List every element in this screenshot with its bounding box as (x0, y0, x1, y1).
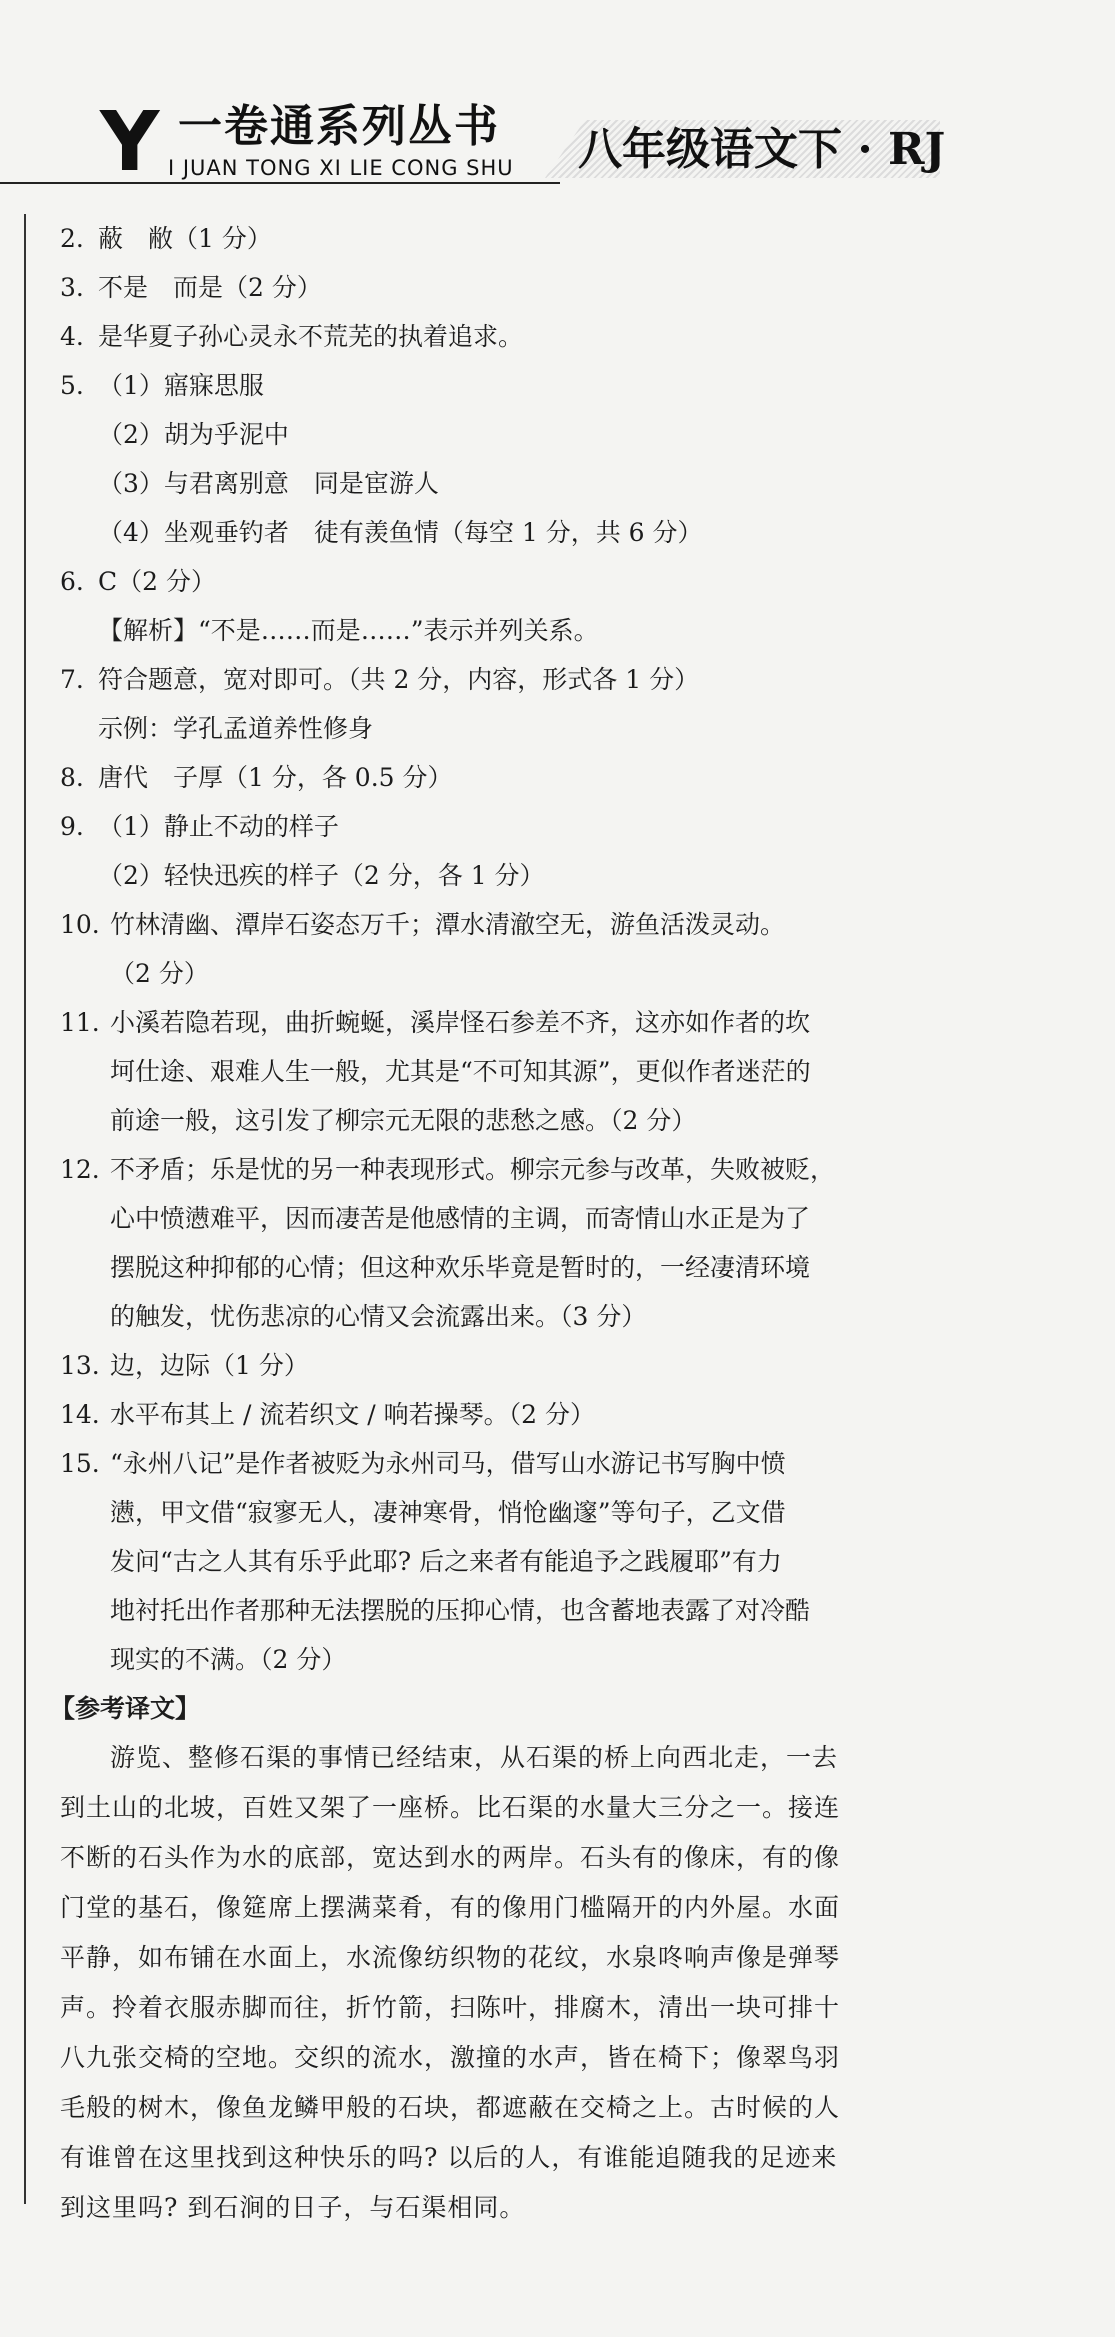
answer-14: 14. 水平布其上 / 流若织文 / 响若操琴。（2 分） (60, 1400, 595, 1429)
answer-5: 5. （1）寤寐思服 (60, 371, 264, 400)
answer-15-line: 懑，甲文借“寂寥无人，凄神寒骨，悄怆幽邃”等句子，乙文借 (110, 1498, 786, 1527)
series-logo: Y (100, 95, 160, 190)
translation-line: 八九张交椅的空地。交织的流水，激撞的水声，皆在椅下；像翠鸟羽 (60, 2043, 841, 2072)
answer-10: 10. 竹林清幽、潭岸石姿态万千；潭水清澈空无，游鱼活泼灵动。 (60, 910, 786, 939)
header-rule (0, 182, 560, 184)
answer-15: 15. “永州八记”是作者被贬为永州司马，借写山水游记书写胸中愤 (60, 1449, 786, 1478)
answer-15-line: 地衬托出作者那种无法摆脱的压抑心情，也含蓄地表露了对冷酷 (110, 1596, 811, 1625)
answer-11-line: 坷仕途、艰难人生一般，尤其是“不可知其源”，更似作者迷茫的 (110, 1057, 811, 1086)
answer-8: 8. 唐代 子厚（1 分，各 0.5 分） (60, 763, 453, 792)
answer-12: 12. 不矛盾；乐是忧的另一种表现形式。柳宗元参与改革，失败被贬， (60, 1155, 836, 1184)
translation-line: 到这里吗? 到石涧的日子，与石渠相同。 (60, 2193, 526, 2222)
answer-6-analysis: 【解析】“不是……而是……”表示并列关系。 (98, 616, 599, 645)
answer-12-line: 摆脱这种抑郁的心情；但这种欢乐毕竟是暂时的，一经凄清环境 (110, 1253, 811, 1282)
margin-rule (24, 214, 26, 2204)
answer-9: 9. （1）静止不动的样子 (60, 812, 339, 841)
page-header (0, 95, 1115, 196)
answer-11: 11. 小溪若隐若现，曲折蜿蜒，溪岸怪石参差不齐，这亦如作者的坎 (60, 1008, 811, 1037)
answer-7-example: 示例：学孔孟道养性修身 (98, 714, 374, 743)
answer-5-line: （3）与君离别意 同是宦游人 (98, 469, 439, 498)
translation-line: 平静，如布铺在水面上，水流像纺织物的花纹，水泉咚响声像是弹琴 (60, 1943, 841, 1972)
answer-5-line: （2）胡为乎泥中 (98, 420, 289, 449)
translation-body (60, 1733, 950, 2233)
series-title: 一卷通系列丛书 (178, 101, 500, 152)
answer-9-line: （2）轻快迅疾的样子（2 分，各 1 分） (98, 861, 545, 890)
translation-line: 声。拎着衣服赤脚而往，折竹箭，扫陈叶，排腐木，清出一块可排十 (60, 1993, 841, 2022)
answer-6: 6. C（2 分） (60, 567, 216, 596)
answer-7: 7. 符合题意，宽对即可。（共 2 分，内容，形式各 1 分） (60, 665, 700, 694)
answer-15-line: 发问“古之人其有乐乎此耶? 后之来者有能追予之践履耶”有力 (110, 1547, 782, 1576)
answer-3: 3. 不是 而是（2 分） (60, 273, 322, 302)
answer-12-line: 的触发，忧伤悲凉的心情又会流露出来。（3 分） (110, 1302, 647, 1331)
answer-10-line: （2 分） (110, 959, 209, 988)
answer-2: 2. 蔽 敝（1 分） (60, 224, 272, 253)
series-pinyin: I JUAN TONG XI LIE CONG SHU (168, 156, 514, 180)
answer-4: 4. 是华夏子孙心灵永不荒芜的执着追求。 (60, 322, 524, 351)
translation-line: 门堂的基石，像筵席上摆满菜肴，有的像用门槛隔开的内外屋。水面 (60, 1893, 841, 1922)
translation-line: 到土山的北坡，百姓又架了一座桥。比石渠的水量大三分之一。接连 (60, 1793, 841, 1822)
translation-line: 有谁曾在这里找到这种快乐的吗? 以后的人，有谁能追随我的足迹来 (60, 2143, 838, 2172)
answer-15-line: 现实的不满。（2 分） (110, 1645, 347, 1674)
translation-heading: 【参考译文】 (50, 1694, 201, 1723)
answer-content (50, 214, 950, 2233)
answer-12-line: 心中愤懑难平，因而凄苦是他感情的主调，而寄情山水正是为了 (110, 1204, 811, 1233)
grade-label: 八年级语文下 · RJ (578, 124, 946, 175)
translation-line: 毛般的树木，像鱼龙鳞甲般的石块，都遮蔽在交椅之上。古时候的人 (60, 2093, 841, 2122)
answer-5-line: （4）坐观垂钓者 徒有羡鱼情（每空 1 分，共 6 分） (98, 518, 703, 547)
translation-line: 游览、整修石渠的事情已经结束，从石渠的桥上向西北走，一去 (110, 1743, 839, 1772)
answer-13: 13. 边，边际（1 分） (60, 1351, 309, 1380)
answer-11-line: 前途一般，这引发了柳宗元无限的悲愁之感。（2 分） (110, 1106, 697, 1135)
translation-line: 不断的石头作为水的底部，宽达到水的两岸。石头有的像床，有的像 (60, 1843, 841, 1872)
